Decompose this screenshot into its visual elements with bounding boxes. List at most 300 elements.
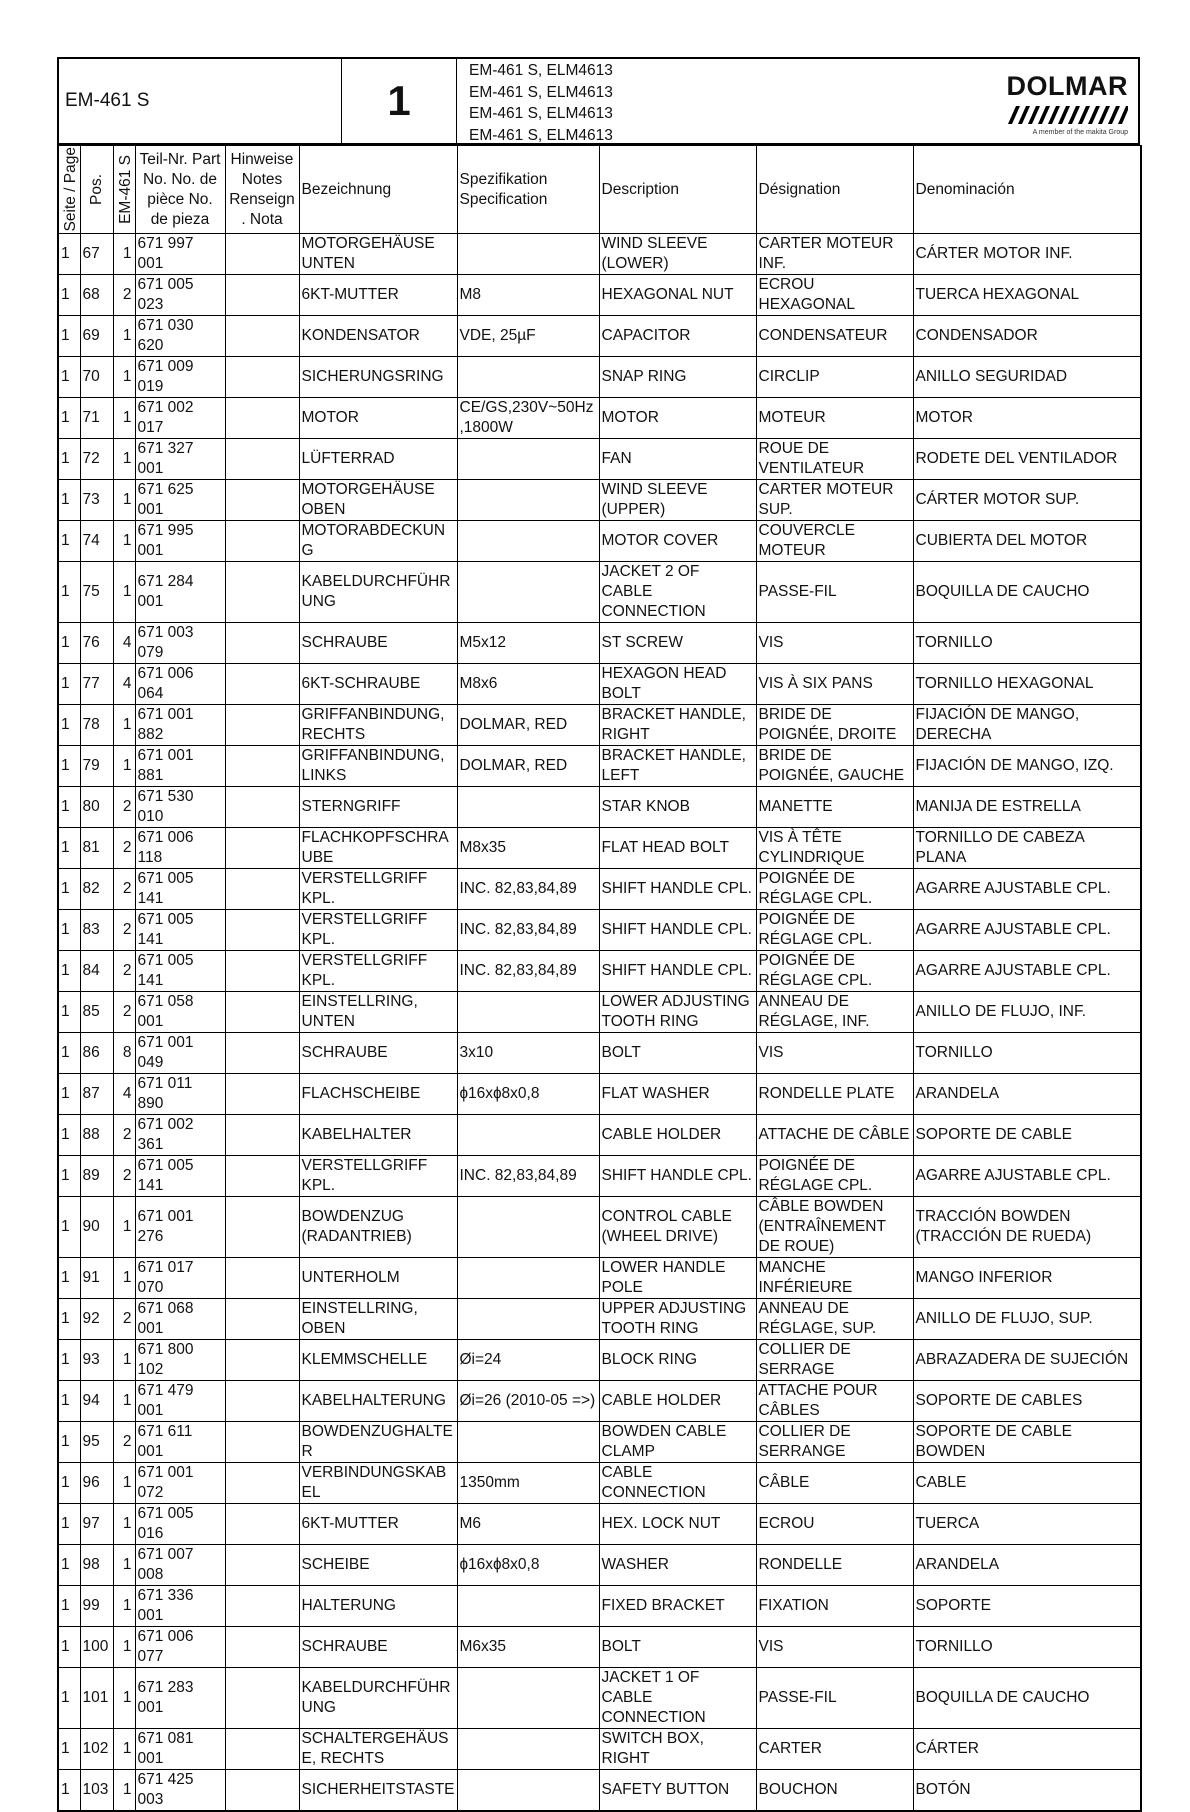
col-notes: Hinweise Notes Renseign. Nota xyxy=(225,146,299,234)
cell-spec: M6 xyxy=(457,1504,599,1545)
cell-page: 1 xyxy=(58,1115,80,1156)
cell-pos: 83 xyxy=(80,910,113,951)
table-row xyxy=(58,1340,1141,1381)
cell-description: LOWER ADJUSTING TOOTH RING xyxy=(599,992,756,1033)
cell-designation: MOTEUR xyxy=(756,398,913,439)
table-row xyxy=(58,910,1141,951)
table-row xyxy=(58,1463,1141,1504)
cell-spec: INC. 82,83,84,89 xyxy=(457,869,599,910)
cell-designation: PASSE-FIL xyxy=(756,562,913,623)
cell-qty: 1 xyxy=(113,1545,135,1586)
cell-denominacion: MANIJA DE ESTRELLA xyxy=(913,787,1141,828)
cell-part-no: 671 425 003 xyxy=(135,1770,225,1812)
col-description: Description xyxy=(599,146,756,234)
cell-qty: 1 xyxy=(113,357,135,398)
cell-denominacion: TORNILLO xyxy=(913,1627,1141,1668)
table-row xyxy=(58,398,1141,439)
cell-description: CAPACITOR xyxy=(599,316,756,357)
cell-part-no: 671 001 881 xyxy=(135,746,225,787)
cell-qty: 1 xyxy=(113,521,135,562)
cell-pos: 100 xyxy=(80,1627,113,1668)
col-denominacion: Denominación xyxy=(913,146,1141,234)
cell-spec xyxy=(457,1258,599,1299)
cell-description: SHIFT HANDLE CPL. xyxy=(599,910,756,951)
cell-notes xyxy=(225,439,299,480)
cell-notes xyxy=(225,1156,299,1197)
cell-bezeichnung: EINSTELLRING, UNTEN xyxy=(299,992,457,1033)
cell-designation: COLLIER DE SERRAGE xyxy=(756,1340,913,1381)
cell-part-no: 671 007 008 xyxy=(135,1545,225,1586)
cell-denominacion: CABLE xyxy=(913,1463,1141,1504)
cell-bezeichnung: MOTOR xyxy=(299,398,457,439)
cell-spec xyxy=(457,1197,599,1258)
cell-denominacion: AGARRE AJUSTABLE CPL. xyxy=(913,869,1141,910)
cell-description: LOWER HANDLE POLE xyxy=(599,1258,756,1299)
table-row xyxy=(58,664,1141,705)
cell-designation: MANCHE INFÉRIEURE xyxy=(756,1258,913,1299)
cell-designation: CARTER MOTEUR INF. xyxy=(756,234,913,275)
cell-spec: M8x6 xyxy=(457,664,599,705)
cell-page: 1 xyxy=(58,1545,80,1586)
table-row xyxy=(58,1074,1141,1115)
cell-pos: 87 xyxy=(80,1074,113,1115)
cell-qty: 1 xyxy=(113,234,135,275)
cell-designation: ROUE DE VENTILATEUR xyxy=(756,439,913,480)
cell-designation: PASSE-FIL xyxy=(756,1668,913,1729)
cell-description: HEXAGONAL NUT xyxy=(599,275,756,316)
cell-denominacion: AGARRE AJUSTABLE CPL. xyxy=(913,910,1141,951)
cell-pos: 73 xyxy=(80,480,113,521)
cell-spec xyxy=(457,1586,599,1627)
cell-page: 1 xyxy=(58,1668,80,1729)
cell-part-no: 671 006 118 xyxy=(135,828,225,869)
cell-designation: ANNEAU DE RÉGLAGE, INF. xyxy=(756,992,913,1033)
cell-designation: COLLIER DE SERRANGE xyxy=(756,1422,913,1463)
cell-bezeichnung: KABELDURCHFÜHRUNG xyxy=(299,562,457,623)
cell-bezeichnung: MOTORABDECKUNG xyxy=(299,521,457,562)
table-row xyxy=(58,951,1141,992)
cell-denominacion: CÁRTER xyxy=(913,1729,1141,1770)
table-row xyxy=(58,1258,1141,1299)
table-row xyxy=(58,1586,1141,1627)
cell-page: 1 xyxy=(58,521,80,562)
cell-pos: 70 xyxy=(80,357,113,398)
cell-notes xyxy=(225,705,299,746)
cell-pos: 97 xyxy=(80,1504,113,1545)
table-row xyxy=(58,828,1141,869)
cell-page: 1 xyxy=(58,1627,80,1668)
cell-notes xyxy=(225,623,299,664)
cell-denominacion: SOPORTE DE CABLE xyxy=(913,1115,1141,1156)
cell-denominacion: BOQUILLA DE CAUCHO xyxy=(913,1668,1141,1729)
cell-bezeichnung: SICHERUNGSRING xyxy=(299,357,457,398)
cell-part-no: 671 005 141 xyxy=(135,910,225,951)
cell-page: 1 xyxy=(58,1422,80,1463)
cell-qty: 1 xyxy=(113,1381,135,1422)
cell-designation: CARTER MOTEUR SUP. xyxy=(756,480,913,521)
cell-notes xyxy=(225,234,299,275)
col-designation: Désignation xyxy=(756,146,913,234)
cell-spec: 3x10 xyxy=(457,1033,599,1074)
cell-notes xyxy=(225,1258,299,1299)
cell-page: 1 xyxy=(58,1340,80,1381)
table-row xyxy=(58,480,1141,521)
cell-part-no: 671 625 001 xyxy=(135,480,225,521)
cell-description: FLAT WASHER xyxy=(599,1074,756,1115)
cell-qty: 1 xyxy=(113,705,135,746)
cell-part-no: 671 005 016 xyxy=(135,1504,225,1545)
cell-notes xyxy=(225,951,299,992)
cell-notes xyxy=(225,1729,299,1770)
cell-pos: 77 xyxy=(80,664,113,705)
cell-spec: INC. 82,83,84,89 xyxy=(457,951,599,992)
cell-pos: 79 xyxy=(80,746,113,787)
cell-bezeichnung: VERSTELLGRIFF KPL. xyxy=(299,1156,457,1197)
table-row xyxy=(58,623,1141,664)
cell-page: 1 xyxy=(58,1463,80,1504)
cell-designation: VIS xyxy=(756,1033,913,1074)
cell-description: STAR KNOB xyxy=(599,787,756,828)
cell-designation: ECROU xyxy=(756,1504,913,1545)
cell-bezeichnung: 6KT-SCHRAUBE xyxy=(299,664,457,705)
cell-pos: 88 xyxy=(80,1115,113,1156)
cell-page: 1 xyxy=(58,951,80,992)
cell-bezeichnung: STERNGRIFF xyxy=(299,787,457,828)
cell-qty: 1 xyxy=(113,1197,135,1258)
cell-spec: DOLMAR, RED xyxy=(457,705,599,746)
cell-description: SHIFT HANDLE CPL. xyxy=(599,1156,756,1197)
cell-bezeichnung: 6KT-MUTTER xyxy=(299,1504,457,1545)
cell-page: 1 xyxy=(58,1770,80,1812)
col-part-no: Teil-Nr. Part No. No. de pièce No. de pieza xyxy=(135,146,225,234)
cell-description: SWITCH BOX, RIGHT xyxy=(599,1729,756,1770)
cell-denominacion: TORNILLO xyxy=(913,623,1141,664)
cell-part-no: 671 336 001 xyxy=(135,1586,225,1627)
cell-bezeichnung: UNTERHOLM xyxy=(299,1258,457,1299)
cell-part-no: 671 002 017 xyxy=(135,398,225,439)
cell-page: 1 xyxy=(58,357,80,398)
cell-part-no: 671 017 070 xyxy=(135,1258,225,1299)
cell-denominacion: BOQUILLA DE CAUCHO xyxy=(913,562,1141,623)
cell-part-no: 671 479 001 xyxy=(135,1381,225,1422)
cell-part-no: 671 001 072 xyxy=(135,1463,225,1504)
cell-page: 1 xyxy=(58,705,80,746)
col-pos: Pos. xyxy=(80,146,113,234)
cell-spec: ɸ16xɸ8x0,8 xyxy=(457,1074,599,1115)
cell-qty: 2 xyxy=(113,1156,135,1197)
cell-description: BRACKET HANDLE, RIGHT xyxy=(599,705,756,746)
cell-spec: DOLMAR, RED xyxy=(457,746,599,787)
table-row xyxy=(58,1115,1141,1156)
cell-spec xyxy=(457,992,599,1033)
cell-designation: POIGNÉE DE RÉGLAGE CPL. xyxy=(756,869,913,910)
cell-description: CABLE HOLDER xyxy=(599,1381,756,1422)
cell-part-no: 671 995 001 xyxy=(135,521,225,562)
cell-description: MOTOR COVER xyxy=(599,521,756,562)
cell-denominacion: ABRAZADERA DE SUJECIÓN xyxy=(913,1340,1141,1381)
cell-qty: 2 xyxy=(113,992,135,1033)
cell-notes xyxy=(225,562,299,623)
table-body xyxy=(58,234,1141,1812)
model-title: EM-461 S xyxy=(59,59,342,143)
cell-spec xyxy=(457,1422,599,1463)
cell-description: JACKET 1 OF CABLE CONNECTION xyxy=(599,1668,756,1729)
cell-denominacion: ANILLO DE FLUJO, SUP. xyxy=(913,1299,1141,1340)
cell-spec: Øi=24 xyxy=(457,1340,599,1381)
cell-description: FIXED BRACKET xyxy=(599,1586,756,1627)
cell-part-no: 671 003 079 xyxy=(135,623,225,664)
cell-part-no: 671 030 620 xyxy=(135,316,225,357)
cell-bezeichnung: SICHERHEITSTASTE xyxy=(299,1770,457,1812)
cell-qty: 2 xyxy=(113,910,135,951)
page-number: 1 xyxy=(342,59,457,143)
cell-qty: 1 xyxy=(113,439,135,480)
cell-qty: 2 xyxy=(113,1299,135,1340)
cell-bezeichnung: VERSTELLGRIFF KPL. xyxy=(299,910,457,951)
cell-notes xyxy=(225,480,299,521)
table-row xyxy=(58,1197,1141,1258)
cell-bezeichnung: VERBINDUNGSKABEL xyxy=(299,1463,457,1504)
cell-pos: 91 xyxy=(80,1258,113,1299)
table-row xyxy=(58,1381,1141,1422)
cell-qty: 1 xyxy=(113,1586,135,1627)
cell-designation: POIGNÉE DE RÉGLAGE CPL. xyxy=(756,910,913,951)
variant-line: EM-461 S, ELM4613 xyxy=(469,62,613,79)
cell-qty: 8 xyxy=(113,1033,135,1074)
cell-pos: 68 xyxy=(80,275,113,316)
cell-qty: 4 xyxy=(113,664,135,705)
cell-pos: 72 xyxy=(80,439,113,480)
cell-qty: 1 xyxy=(113,316,135,357)
table-row xyxy=(58,1627,1141,1668)
cell-bezeichnung: SCHRAUBE xyxy=(299,1033,457,1074)
cell-notes xyxy=(225,869,299,910)
cell-notes xyxy=(225,1504,299,1545)
cell-designation: BRIDE DE POIGNÉE, DROITE xyxy=(756,705,913,746)
cell-part-no: 671 009 019 xyxy=(135,357,225,398)
table-row xyxy=(58,1033,1141,1074)
cell-page: 1 xyxy=(58,787,80,828)
cell-designation: VIS xyxy=(756,1627,913,1668)
cell-notes xyxy=(225,1340,299,1381)
cell-notes xyxy=(225,787,299,828)
cell-notes xyxy=(225,992,299,1033)
cell-description: SHIFT HANDLE CPL. xyxy=(599,951,756,992)
cell-bezeichnung: MOTORGEHÄUSE UNTEN xyxy=(299,234,457,275)
cell-page: 1 xyxy=(58,1299,80,1340)
cell-designation: CIRCLIP xyxy=(756,357,913,398)
cell-qty: 2 xyxy=(113,787,135,828)
cell-part-no: 671 283 001 xyxy=(135,1668,225,1729)
cell-description: BRACKET HANDLE, LEFT xyxy=(599,746,756,787)
cell-pos: 85 xyxy=(80,992,113,1033)
cell-part-no: 671 005 141 xyxy=(135,869,225,910)
cell-page: 1 xyxy=(58,439,80,480)
cell-pos: 99 xyxy=(80,1586,113,1627)
cell-notes xyxy=(225,1074,299,1115)
cell-denominacion: SOPORTE xyxy=(913,1586,1141,1627)
cell-qty: 1 xyxy=(113,1340,135,1381)
cell-spec: M6x35 xyxy=(457,1627,599,1668)
cell-pos: 101 xyxy=(80,1668,113,1729)
cell-notes xyxy=(225,1299,299,1340)
cell-notes xyxy=(225,664,299,705)
cell-designation: BRIDE DE POIGNÉE, GAUCHE xyxy=(756,746,913,787)
table-row xyxy=(58,869,1141,910)
cell-designation: MANETTE xyxy=(756,787,913,828)
cell-page: 1 xyxy=(58,1156,80,1197)
cell-spec: M8x35 xyxy=(457,828,599,869)
cell-denominacion: AGARRE AJUSTABLE CPL. xyxy=(913,951,1141,992)
cell-part-no: 671 001 276 xyxy=(135,1197,225,1258)
cell-notes xyxy=(225,521,299,562)
cell-qty: 1 xyxy=(113,562,135,623)
cell-bezeichnung: HALTERUNG xyxy=(299,1586,457,1627)
cell-bezeichnung: VERSTELLGRIFF KPL. xyxy=(299,951,457,992)
cell-designation: ATTACHE DE CÂBLE xyxy=(756,1115,913,1156)
cell-spec: ɸ16xɸ8x0,8 xyxy=(457,1545,599,1586)
cell-bezeichnung: LÜFTERRAD xyxy=(299,439,457,480)
cell-designation: CÂBLE xyxy=(756,1463,913,1504)
cell-bezeichnung: SCHEIBE xyxy=(299,1545,457,1586)
cell-spec xyxy=(457,521,599,562)
cell-bezeichnung: GRIFFANBINDUNG, LINKS xyxy=(299,746,457,787)
cell-denominacion: CONDENSADOR xyxy=(913,316,1141,357)
cell-bezeichnung: SCHRAUBE xyxy=(299,623,457,664)
cell-designation: VIS xyxy=(756,623,913,664)
cell-denominacion: FIJACIÓN DE MANGO, DERECHA xyxy=(913,705,1141,746)
cell-qty: 2 xyxy=(113,951,135,992)
cell-bezeichnung: SCHRAUBE xyxy=(299,1627,457,1668)
table-row xyxy=(58,787,1141,828)
cell-part-no: 671 611 001 xyxy=(135,1422,225,1463)
cell-denominacion: CUBIERTA DEL MOTOR xyxy=(913,521,1141,562)
cell-part-no: 671 005 141 xyxy=(135,951,225,992)
cell-pos: 71 xyxy=(80,398,113,439)
cell-denominacion: SOPORTE DE CABLES xyxy=(913,1381,1141,1422)
cell-spec xyxy=(457,1770,599,1812)
cell-qty: 2 xyxy=(113,1422,135,1463)
cell-description: WIND SLEEVE (UPPER) xyxy=(599,480,756,521)
cell-qty: 1 xyxy=(113,480,135,521)
col-bezeichnung: Bezeichnung xyxy=(299,146,457,234)
cell-notes xyxy=(225,1668,299,1729)
cell-description: SNAP RING xyxy=(599,357,756,398)
cell-denominacion: BOTÓN xyxy=(913,1770,1141,1812)
cell-part-no: 671 001 049 xyxy=(135,1033,225,1074)
cell-pos: 94 xyxy=(80,1381,113,1422)
cell-description: UPPER ADJUSTING TOOTH RING xyxy=(599,1299,756,1340)
table-header xyxy=(58,146,1141,234)
cell-qty: 2 xyxy=(113,275,135,316)
cell-part-no: 671 997 001 xyxy=(135,234,225,275)
variant-line: EM-461 S, ELM4613 xyxy=(469,105,613,122)
cell-notes xyxy=(225,1033,299,1074)
cell-designation: CARTER xyxy=(756,1729,913,1770)
cell-spec: CE/GS,230V~50Hz,1800W xyxy=(457,398,599,439)
cell-denominacion: RODETE DEL VENTILADOR xyxy=(913,439,1141,480)
cell-denominacion: ANILLO SEGURIDAD xyxy=(913,357,1141,398)
cell-page: 1 xyxy=(58,275,80,316)
table-row xyxy=(58,1668,1141,1729)
cell-page: 1 xyxy=(58,1197,80,1258)
cell-description: FLAT HEAD BOLT xyxy=(599,828,756,869)
cell-spec: VDE, 25µF xyxy=(457,316,599,357)
table-row xyxy=(58,992,1141,1033)
cell-description: WASHER xyxy=(599,1545,756,1586)
cell-designation: POIGNÉE DE RÉGLAGE CPL. xyxy=(756,951,913,992)
cell-bezeichnung: FLACHKOPFSCHRAUBE xyxy=(299,828,457,869)
cell-pos: 75 xyxy=(80,562,113,623)
table-row xyxy=(58,1504,1141,1545)
cell-page: 1 xyxy=(58,562,80,623)
cell-notes xyxy=(225,1463,299,1504)
cell-notes xyxy=(225,1197,299,1258)
col-spec: Spezifikation Specification xyxy=(457,146,599,234)
cell-part-no: 671 530 010 xyxy=(135,787,225,828)
cell-spec xyxy=(457,1299,599,1340)
cell-part-no: 671 001 882 xyxy=(135,705,225,746)
cell-pos: 80 xyxy=(80,787,113,828)
cell-notes xyxy=(225,398,299,439)
cell-qty: 4 xyxy=(113,1074,135,1115)
table-row xyxy=(58,439,1141,480)
cell-page: 1 xyxy=(58,623,80,664)
cell-part-no: 671 284 001 xyxy=(135,562,225,623)
col-page: Seite / Page xyxy=(58,146,80,234)
cell-description: SHIFT HANDLE CPL. xyxy=(599,869,756,910)
cell-pos: 90 xyxy=(80,1197,113,1258)
cell-denominacion: ARANDELA xyxy=(913,1545,1141,1586)
cell-part-no: 671 005 141 xyxy=(135,1156,225,1197)
cell-bezeichnung: KONDENSATOR xyxy=(299,316,457,357)
cell-page: 1 xyxy=(58,828,80,869)
cell-description: BLOCK RING xyxy=(599,1340,756,1381)
cell-part-no: 671 081 001 xyxy=(135,1729,225,1770)
cell-notes xyxy=(225,1115,299,1156)
logo-stripes-icon xyxy=(1002,106,1128,124)
cell-pos: 92 xyxy=(80,1299,113,1340)
table-row xyxy=(58,521,1141,562)
table-row xyxy=(58,316,1141,357)
cell-description: JACKET 2 OF CABLE CONNECTION xyxy=(599,562,756,623)
cell-denominacion: TUERCA xyxy=(913,1504,1141,1545)
cell-bezeichnung: BOWDENZUG (RADANTRIEB) xyxy=(299,1197,457,1258)
cell-bezeichnung: MOTORGEHÄUSE OBEN xyxy=(299,480,457,521)
cell-designation: ECROU HEXAGONAL xyxy=(756,275,913,316)
cell-spec: 1350mm xyxy=(457,1463,599,1504)
cell-description: MOTOR xyxy=(599,398,756,439)
cell-denominacion: TUERCA HEXAGONAL xyxy=(913,275,1141,316)
cell-designation: VIS À TÊTE CYLINDRIQUE xyxy=(756,828,913,869)
cell-description: CABLE CONNECTION xyxy=(599,1463,756,1504)
cell-pos: 74 xyxy=(80,521,113,562)
cell-description: FAN xyxy=(599,439,756,480)
cell-denominacion: CÁRTER MOTOR SUP. xyxy=(913,480,1141,521)
cell-designation: ATTACHE POUR CÂBLES xyxy=(756,1381,913,1422)
cell-designation: RONDELLE PLATE xyxy=(756,1074,913,1115)
cell-part-no: 671 011 890 xyxy=(135,1074,225,1115)
cell-part-no: 671 800 102 xyxy=(135,1340,225,1381)
cell-page: 1 xyxy=(58,1381,80,1422)
cell-pos: 67 xyxy=(80,234,113,275)
cell-denominacion: SOPORTE DE CABLE BOWDEN xyxy=(913,1422,1141,1463)
cell-bezeichnung: KABELDURCHFÜHRUNG xyxy=(299,1668,457,1729)
table-row xyxy=(58,1156,1141,1197)
cell-denominacion: CÁRTER MOTOR INF. xyxy=(913,234,1141,275)
cell-designation: FIXATION xyxy=(756,1586,913,1627)
cell-denominacion: ANILLO DE FLUJO, INF. xyxy=(913,992,1141,1033)
